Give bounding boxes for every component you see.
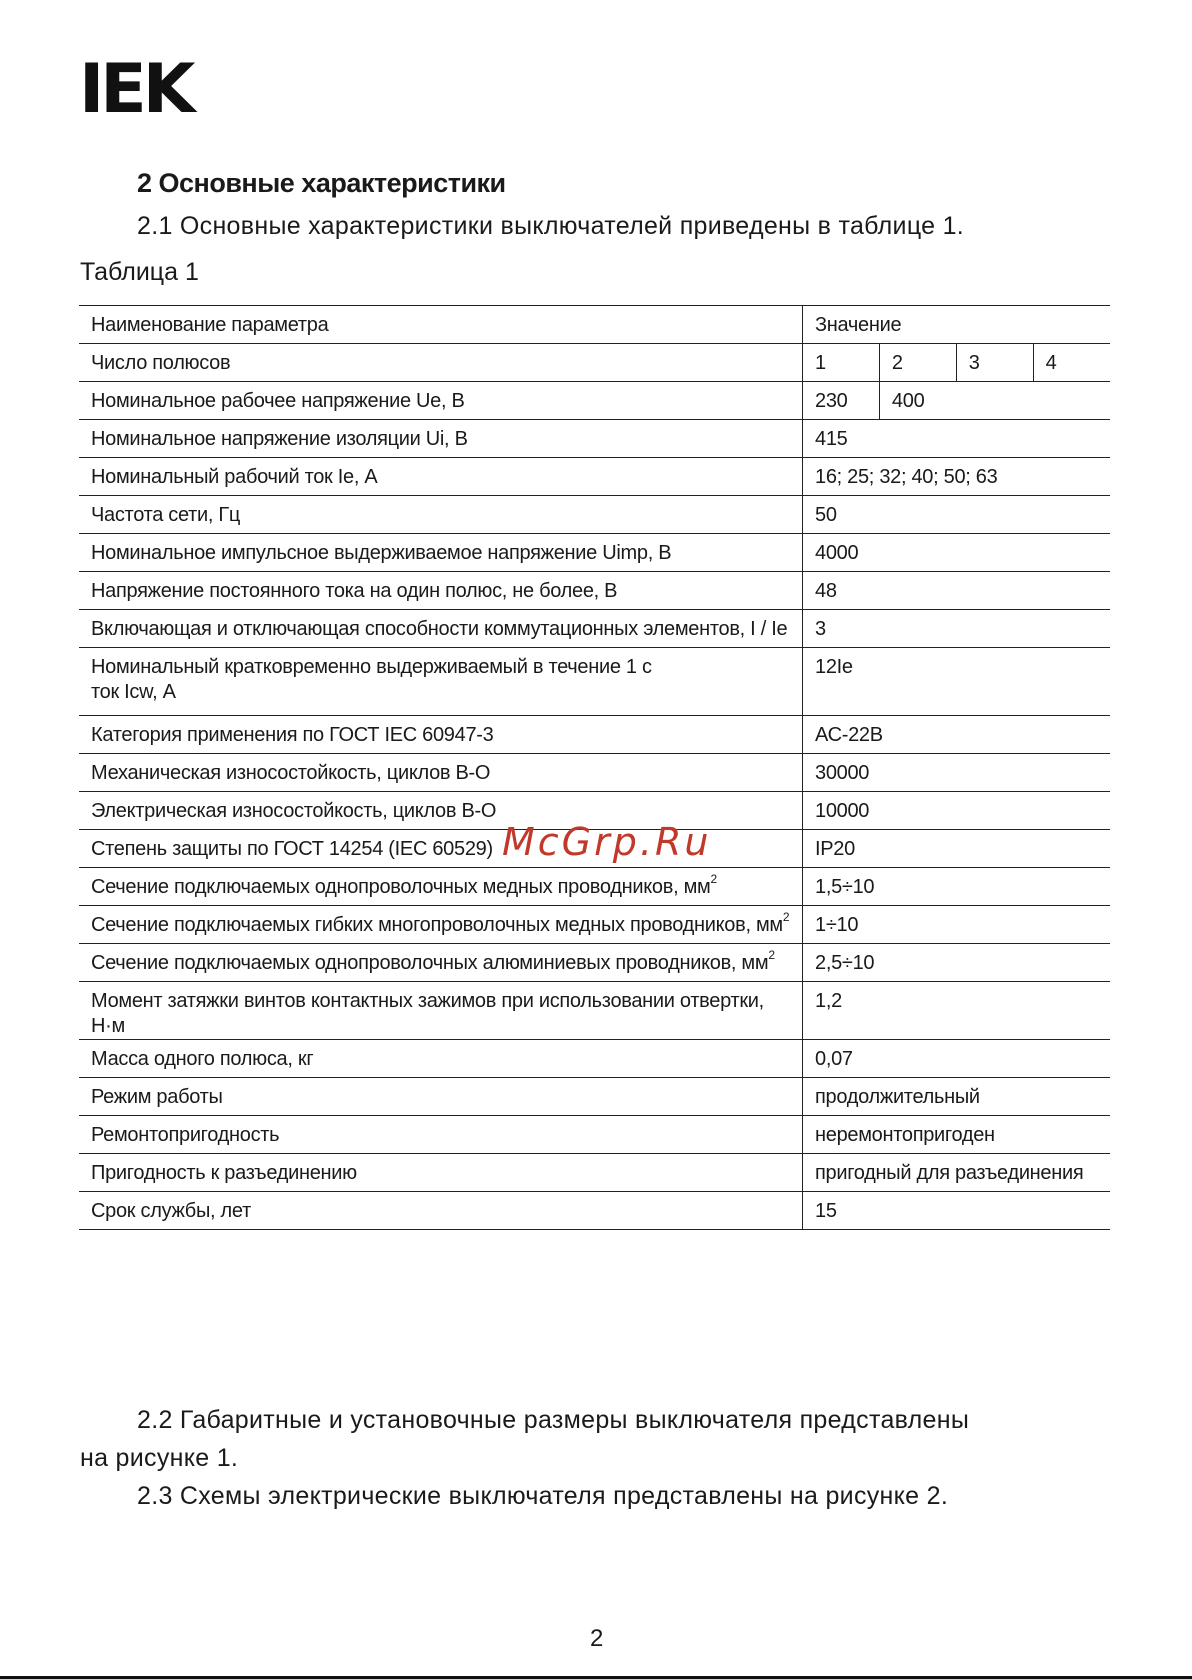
table-row	[79, 648, 1110, 716]
table-row	[79, 610, 1110, 648]
value-cell: 15	[803, 1192, 1111, 1230]
value-cell: IP20	[803, 830, 1111, 868]
table-row	[79, 1154, 1110, 1192]
page-number: 2	[590, 1625, 604, 1652]
value-cell: 1÷10	[803, 906, 1111, 944]
table-row	[79, 716, 1110, 754]
value-cell: 2,5÷10	[803, 944, 1111, 982]
value-cell: 16; 25; 32; 40; 50; 63	[803, 458, 1111, 496]
value-cell: продолжительный	[803, 1078, 1111, 1116]
param-cell: Номинальное напряжение изоляции Ui, В	[79, 420, 803, 458]
paragraph-2-3: 2.3 Схемы электрические выключателя представлены на рисунке 2.	[137, 1482, 949, 1510]
value-cell: 30000	[803, 754, 1111, 792]
header-value: Значение	[803, 306, 1111, 344]
param-cell: Режим работы	[79, 1078, 803, 1116]
value-cell: 1,5÷10	[803, 868, 1111, 906]
param-text: Сечение подключаемых однопроволочных медных проводников, мм	[91, 876, 711, 898]
value-cell: 12Ie	[803, 648, 1111, 716]
param-cell: Включающая и отключающая способности коммутационных элементов, I / Ie	[79, 610, 803, 648]
param-line: ток Icw, А	[91, 681, 176, 703]
table-row	[79, 1078, 1110, 1116]
param-cell: Масса одного полюса, кг	[79, 1040, 803, 1078]
value-cell: 3	[803, 610, 1111, 648]
value-cell: пригодный для разъединения	[803, 1154, 1111, 1192]
value-cell: 415	[803, 420, 1111, 458]
superscript: 2	[782, 910, 790, 925]
param-cell: Частота сети, Гц	[79, 496, 803, 534]
superscript: 2	[768, 948, 775, 963]
table-row	[79, 572, 1110, 610]
intro-paragraph: 2.1 Основные характеристики выключателей приведены в таблице 1.	[137, 212, 965, 240]
param-cell: Момент затяжки винтов контактных зажимов при использовании отвертки, Н·м	[79, 982, 803, 1040]
param-cell: Ремонтопригодность	[79, 1116, 803, 1154]
table-header-row	[79, 306, 1110, 344]
value-cell: 50	[803, 496, 1111, 534]
table-row	[79, 906, 1110, 944]
value-cell: 10000	[803, 792, 1111, 830]
param-cell	[79, 648, 803, 716]
param-cell: Электрическая износостойкость, циклов В-О	[79, 792, 803, 830]
value-cell: АС-22В	[803, 716, 1111, 754]
table-caption: Таблица 1	[80, 258, 199, 286]
value-cell: 4000	[803, 534, 1111, 572]
table-row	[79, 382, 1110, 420]
value-cell: 48	[803, 572, 1111, 610]
value-cell: 230	[803, 382, 880, 420]
value-cell: 3	[956, 344, 1033, 382]
table-row	[79, 420, 1110, 458]
table-row	[79, 534, 1110, 572]
param-cell: Номинальное импульсное выдерживаемое напряжение Uimp, В	[79, 534, 803, 572]
param-text: Сечение подключаемых гибких многопроволочных медных проводников, мм	[91, 914, 783, 936]
superscript: 2	[710, 872, 717, 887]
table-row	[79, 944, 1110, 982]
param-cell: Напряжение постоянного тока на один полюс, не более, В	[79, 572, 803, 610]
value-cell: 4	[1033, 344, 1110, 382]
param-cell	[79, 944, 803, 982]
table-row	[79, 868, 1110, 906]
param-cell	[79, 906, 803, 944]
param-cell: Число полюсов	[79, 344, 803, 382]
table-row	[79, 982, 1110, 1040]
table-row	[79, 496, 1110, 534]
watermark: McGrp.Ru	[502, 820, 712, 864]
table-row	[79, 1040, 1110, 1078]
table-row	[79, 1192, 1110, 1230]
param-cell	[79, 868, 803, 906]
param-line: Номинальный кратковременно выдерживаемый в течение 1 с	[91, 656, 652, 678]
value-cell: 1,2	[803, 982, 1111, 1040]
value-cell: 1	[803, 344, 880, 382]
value-cell: неремонтопригоден	[803, 1116, 1111, 1154]
value-cell: 400	[879, 382, 1110, 420]
param-cell: Пригодность к разъединению	[79, 1154, 803, 1192]
param-cell: Номинальный рабочий ток Ie, А	[79, 458, 803, 496]
param-cell: Категория применения по ГОСТ IEC 60947-3	[79, 716, 803, 754]
param-cell: Механическая износостойкость, циклов В-О	[79, 754, 803, 792]
iek-logo: IEK	[79, 50, 192, 129]
param-cell: Номинальное рабочее напряжение Ue, В	[79, 382, 803, 420]
table-row	[79, 344, 1110, 382]
table-row	[79, 458, 1110, 496]
value-cell: 2	[879, 344, 956, 382]
param-cell: Степень защиты по ГОСТ 14254 (IEC 60529)	[79, 830, 803, 868]
value-cell: 0,07	[803, 1040, 1111, 1078]
table-row	[79, 1116, 1110, 1154]
section-title: 2 Основные характеристики	[137, 168, 506, 198]
paragraph-2-2-continued: на рисунке 1.	[80, 1444, 239, 1472]
param-text: Сечение подключаемых однопроволочных алюминиевых проводников, мм	[91, 952, 769, 974]
header-param: Наименование параметра	[79, 306, 803, 344]
spec-table	[79, 305, 1110, 1230]
paragraph-2-2: 2.2 Габаритные и установочные размеры выключателя представлены	[137, 1406, 970, 1434]
table-row	[79, 754, 1110, 792]
param-cell: Срок службы, лет	[79, 1192, 803, 1230]
